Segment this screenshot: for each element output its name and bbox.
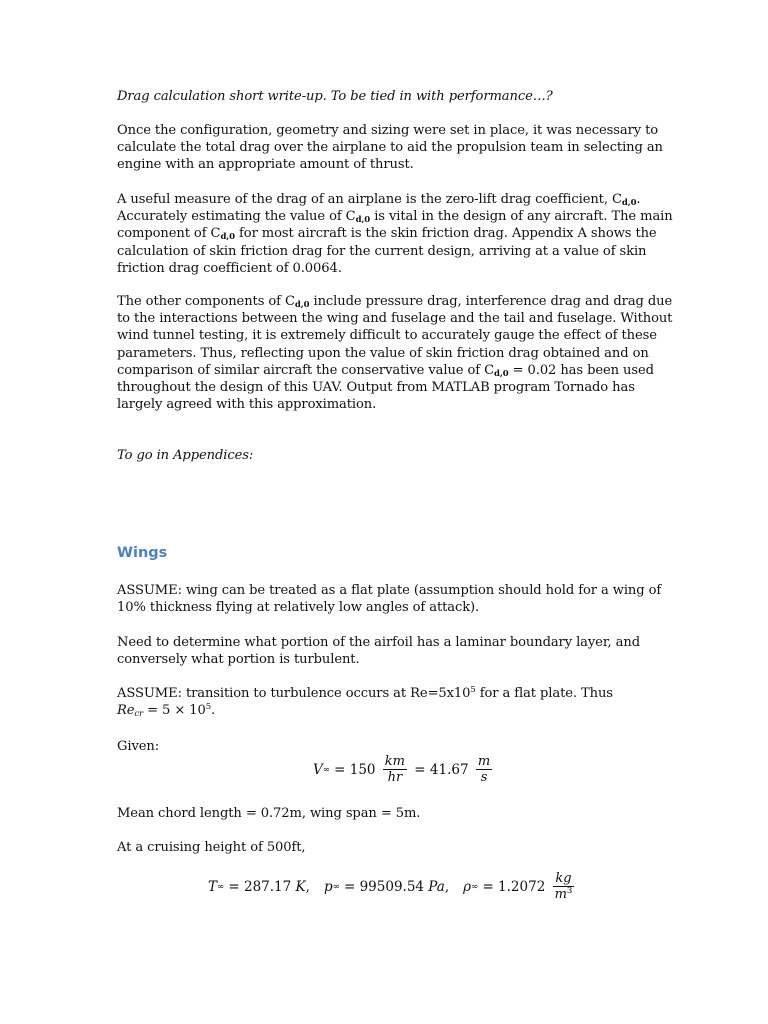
- paragraph-assume-transition: [117, 685, 677, 719]
- given-label: Given:: [117, 739, 160, 754]
- fraction-m-per-s: $\frac{m}{s}$: [477, 754, 491, 785]
- paragraph-line: The other components of $C_{d,0}$ include pressure drag, interference drag and drag due: [117, 294, 673, 310]
- paragraph-line: to the interactions between the wing and fuselage and the tail and fuselage. Without: [117, 311, 673, 327]
- paragraph-line: calculation of skin friction drag for the current design, arriving at a value of skin: [117, 243, 647, 259]
- paragraph-line: Need to determine what portion of the airfoil has a laminar boundary layer, and: [117, 635, 640, 650]
- superscript-exponent: 5: [205, 702, 212, 713]
- paragraph-assume-flat-plate: [117, 582, 677, 616]
- paragraph-line: friction drag coefficient of 0.0064.: [117, 260, 342, 276]
- paragraph-zero-lift-drag: [117, 191, 677, 277]
- subscript-d0: d,0: [621, 198, 637, 208]
- paragraph-chord-span: Mean chord length = 0.72m, wing span = 5m.: [117, 806, 421, 821]
- velocity-equation: V ∞ = 150 $\frac{km}{hr}$ = 41.67 $\frac{m}{s}$: [313, 754, 491, 785]
- paragraph-laminar-portion: [117, 634, 677, 668]
- paragraph-line: Once the configuration, geometry and sizing were set in place, it was necessary to: [117, 123, 659, 138]
- paragraph-line: comparison of similar aircraft the conservative value of $C_{d,0} = 0.02$ has been used: [117, 362, 654, 379]
- paragraph-line: calculate the total drag over the airplane to aid the propulsion team in selecting an: [117, 140, 663, 156]
- paragraph-line: Accurately estimating the value of $C_{d,0}$ is vital in the design of any aircraft. The main: [117, 209, 673, 226]
- paragraph-line: engine with an appropriate amount of thrust.: [117, 157, 414, 173]
- paragraph-line: largely agreed with this approximation.: [117, 397, 377, 413]
- section-heading-wings: Wings: [117, 545, 168, 561]
- paragraph-configuration: [117, 122, 677, 174]
- draft-note-text: Drag calculation short write-up. To be tied in with performance…?: [117, 89, 553, 104]
- appendices-note-text: To go in Appendices:: [117, 448, 254, 463]
- subscript-d0: d,0: [294, 300, 310, 310]
- appendices-note: [117, 447, 677, 464]
- paragraph-line: conversely what portion is turbulent.: [117, 652, 360, 668]
- fraction-km-per-hr: $\frac{km}{hr}$: [384, 754, 406, 785]
- paragraph-other-components: [117, 293, 677, 413]
- superscript-exponent: 5: [470, 685, 476, 695]
- paragraph-line: ASSUME: transition to turbulence occurs at $Re=5x10^5$ for a flat plate. Thus: [117, 685, 613, 701]
- paragraph-line: wind tunnel testing, it is extremely difficult to accurately gauge the effect of these: [117, 328, 657, 344]
- paragraph-line: ASSUME: wing can be treated as a flat plate (assumption should hold for a wing of: [117, 583, 662, 598]
- critical-reynolds-equation: $Re_{cr} = 5 \times 10^5$.: [117, 702, 216, 720]
- paragraph-line: component of $C_{d,0}$ for most aircraft is the skin friction drag. Appendix A shows the: [117, 226, 657, 243]
- draft-note: [117, 88, 677, 105]
- atmosphere-equation: T ∞ = 287.17 K , p ∞ = 99509.54 Pa , ρ ∞ = 1.2072 $\frac{kg}{m^3}$: [208, 871, 573, 902]
- subscript-d0: d,0: [494, 368, 509, 379]
- paragraph-line: parameters. Thus, reflecting upon the value of skin friction drag obtained and on: [117, 345, 649, 361]
- paragraph-line: throughout the design of this UAV. Output from MATLAB program Tornado has: [117, 380, 635, 396]
- paragraph-cruise-height: At a cruising height of 500ft,: [117, 840, 306, 855]
- paragraph-line: A useful measure of the drag of an airplane is the zero-lift drag coefficient, $C_{d,0}$.: [117, 192, 641, 208]
- subscript-d0: d,0: [355, 215, 371, 226]
- subscript-d0: d,0: [220, 232, 235, 243]
- paragraph-line: 10% thickness flying at relatively low angles of attack).: [117, 600, 480, 616]
- fraction-kg-per-m3: $\frac{kg}{m^3}$: [554, 871, 573, 902]
